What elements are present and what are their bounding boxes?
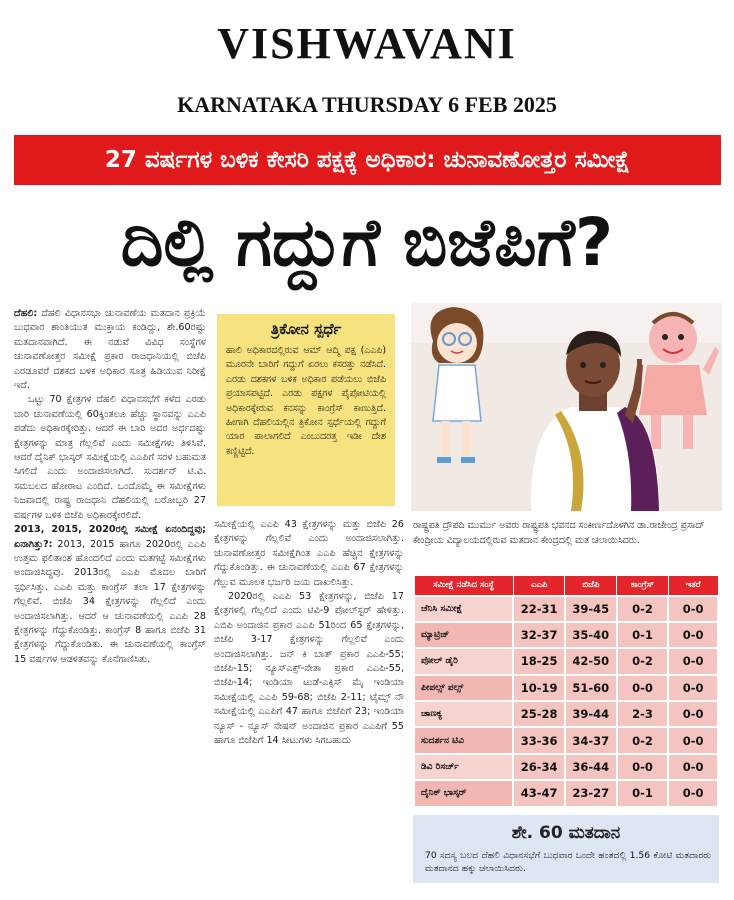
column-header: ಬಿಜೆಪಿ: [565, 576, 617, 596]
seat-range-cell: 22-31: [513, 596, 565, 622]
box-title: ಶೇ. 60 ಮತದಾನ: [511, 823, 621, 843]
table-row: [414, 727, 718, 753]
main-headline: ದಿಲ್ಲಿ ಗದ್ದುಗೆ ಬಿಜೆಪಿಗೆ?: [120, 204, 614, 281]
seat-range-cell: 0-0: [617, 754, 669, 780]
poll-agency-cell: ಚಾಣಕ್ಯ: [414, 701, 513, 727]
seat-range-cell: 42-50: [565, 648, 617, 674]
seat-range-cell: 0-1: [617, 622, 669, 648]
left-column-article: [14, 307, 206, 882]
seat-range-cell: 0-0: [668, 648, 718, 674]
poll-agency-cell: ಸುದರ್ಶನ ಟಿವಿ: [414, 727, 513, 753]
seat-range-cell: 10-19: [513, 675, 565, 701]
box-body: 70 ಸದಸ್ಯ ಬಲದ ದೆಹಲಿ ವಿಧಾನಸಭೆಗೆ ಬುಧವಾರ ಒಂದೇ ಹಂತದಲ್ಲಿ 1.56 ಕೋಟಿ ಮತದಾರರು ಮತದಾನದ ಹಕ್ಕು ಚಲಾಯಿಸಿದರು.: [425, 850, 711, 874]
seat-range-cell: 23-27: [565, 780, 617, 806]
seat-range-cell: 36-44: [565, 754, 617, 780]
masthead: VISHWAVANI: [217, 19, 517, 68]
seat-range-cell: 0-1: [617, 780, 669, 806]
triangle-contest-box: [217, 314, 395, 506]
seat-range-cell: 39-45: [565, 596, 617, 622]
paragraph-text: 2013, 2015 ಹಾಗೂ 2020ರಲ್ಲಿ ಎಎಪಿ ಉತ್ತಮ ಫಲಿತಾಂಶ ಹೊಂದಲಿದೆ ಎಂದು ಮತಗಟ್ಟೆ ಸಮೀಕ್ಷೆಗಳು ಅಂದಾಜಿಸಿದ್ದವು. 2013ರಲ್ಲಿ ಎಎಪಿ ಮೊದಲ ಬಾರಿಗೆ ಸ್ಪರ್ಧಿಸಿತ್ತು. ಎಎಪಿ ಮತ್ತು ಕಾಂಗ್ರೆಸ್ ತಲಾ 17 ಕ್ಷೇತ್ರಗಳನ್ನು ಗೆಲ್ಲಲಿವೆ. ಬಿಜೆಪಿ 34 ಕ್ಷೇತ್ರಗಳನ್ನು ಗೆಲ್ಲಲಿದೆ ಎಂದು ಅಂದಾಜಿಸಲಾಗಿತ್ತು. ಆದರೆ ಆ ಚುನಾವಣೆಯಲ್ಲಿ ಎಎಪಿ 28 ಕ್ಷೇತ್ರಗಳನ್ನು ಗೆದ್ದುಕೊಂಡಿತ್ತು. ಕಾಂಗ್ರೆಸ್ 8 ಹಾಗೂ ಬಿಜೆಪಿ 31 ಕ್ಷೇತ್ರಗಳನ್ನು ಗೆದ್ದುಕೊಂಡಿತು. ಈ ಚುನಾವಣೆಯಲ್ಲಿ ಕಾಂಗ್ರೆಸ್ 15 ವರ್ಷಗಳ ಆಡಳಿತವನ್ನು ಕೊನೆಗಾಣಿಸಿತು.: [14, 538, 206, 665]
box-title: ತ್ರಿಕೋನ ಸ್ಪರ್ಧೆ: [270, 320, 342, 338]
seat-range-cell: 33-36: [513, 727, 565, 753]
table-row: [414, 648, 718, 674]
subhead-lead: 2013, 2015, 2020ರಲ್ಲಿ ಸಮೀಕ್ಷೆ ಏನಂದಿದ್ದವು; ಏನಾಗಿತ್ತು?:: [14, 524, 206, 550]
seat-range-cell: 0-2: [617, 648, 669, 674]
seat-range-cell: 0-0: [668, 727, 718, 753]
table-header-row: [414, 576, 718, 596]
table-row: [414, 675, 718, 701]
seat-range-cell: 32-37: [513, 622, 565, 648]
seat-range-cell: 35-40: [565, 622, 617, 648]
seat-range-cell: 26-34: [513, 754, 565, 780]
table-row: [414, 754, 718, 780]
column-header: ಎಎಪಿ: [513, 576, 565, 596]
table-row: [414, 596, 718, 622]
article-paragraph: ಸಮೀಕ್ಷೆಯಲ್ಲಿ ಎಎಪಿ 43 ಕ್ಷೇತ್ರಗಳನ್ನು ಮತ್ತು ಬಿಜೆಪಿ 26 ಕ್ಷೇತ್ರಗಳನ್ನು ಗೆಲ್ಲಲಿವೆ ಎಂದು ಅಂದಾಜಿಸಲಾಗಿತ್ತು. ಚುನಾವಣೋತ್ತರ ಸಮೀಕ್ಷೆಗಿಂತ ಎಎಪಿ ಹೆಚ್ಚಿನ ಕ್ಷೇತ್ರಗಳನ್ನು ಗೆದ್ದುಕೊಂಡಿತ್ತು. ಈ ಚುನಾವಣೆಯಲ್ಲಿ ಎಎಪಿ 67 ಕ್ಷೇತ್ರಗಳನ್ನು ಗೆಲ್ಲುವ ಮೂಲಕ ಭರ್ಜರಿ ಜಯ ದಾಖಲಿಸಿತ್ತು.: [214, 519, 404, 588]
table-row: [414, 701, 718, 727]
middle-column-article: [214, 518, 404, 882]
poll-agency-cell: ದೈನಿಕ್ ಭಾಸ್ಕರ್: [414, 780, 513, 806]
poll-agency-cell: ಡಿವಿ ರಿಸರ್ಚ್: [414, 754, 513, 780]
column-header: ಸಮೀಕ್ಷೆ ನಡೆಸಿದ ಸಂಸ್ಥೆ: [414, 576, 513, 596]
news-photo: [411, 303, 722, 511]
seat-range-cell: 34-37: [565, 727, 617, 753]
seat-range-cell: 0-0: [668, 596, 718, 622]
photo-caption: ರಾಷ್ಟ್ರಪತಿ ದ್ರೌಪದಿ ಮುರ್ಮು ಅವರು ರಾಷ್ಟ್ರಪತಿ ಭವನದ ಸಂಕೀರ್ಣದೊಳಗಿನ ಡಾ.ರಾಜೇಂದ್ರ ಪ್ರಸಾದ್ ಕೇಂದ್ರೀಯ ವಿದ್ಯಾಲಯದಲ್ಲಿರುವ ಮತದಾನ ಕೇಂದ್ರದಲ್ಲಿ ಮತ ಚಲಾಯಿಸಿದರು.: [413, 520, 705, 546]
seat-range-cell: 0-0: [668, 622, 718, 648]
seat-range-cell: 0-0: [668, 754, 718, 780]
article-paragraph: [14, 307, 206, 393]
poll-agency-cell: ಚೆನಿಸಿ ಸಮೀಕ್ಷೆ: [414, 596, 513, 622]
poll-agency-cell: ಪೋಲ್ ಡೈರಿ: [414, 648, 513, 674]
red-strap-headline: 27 ವರ್ಷಗಳ ಬಳಿಕ ಕೇಸರಿ ಪಕ್ಷಕ್ಕೆ ಅಧಿಕಾರ: ಚುನಾವಣೋತ್ತರ ಸಮೀಕ್ಷೆ: [14, 135, 721, 185]
dateline-lead: ದೆಹಲಿ:: [14, 308, 38, 319]
article-paragraph: ಒಟ್ಟು 70 ಕ್ಷೇತ್ರಗಳ ದೆಹಲಿ ವಿಧಾನಸಭೆಗೆ ಕಳೆದ ಎರಡು ಬಾರಿ ಚುನಾವಣೆಯಲ್ಲಿ 60ಕ್ಕಿಂತಲೂ ಹೆಚ್ಚು ಸ್ಥಾನವನ್ನು ಎಎಪಿ ಪಡೆದು ಅಧಿಕಾರಕ್ಕೇರಿತ್ತು. ಆದರೆ ಈ ಬಾರಿ ಅದರ ಅರ್ಧದಷ್ಟು ಕ್ಷೇತ್ರಗಳನ್ನು ಮಾತ್ರ ಗೆಲ್ಲಲಿವೆ ಎಂದು ಸಮೀಕ್ಷೆಗಳು ತಿಳಿಸಿವೆ. ಆದರೆ ದೈನಿಕ್ ಭಾಸ್ಕರ್ ಸಮೀಕ್ಷೆಯಲ್ಲಿ ಎಎಪಿಗೆ ಸರಳ ಬಹುಮತ ಸಿಗಲಿದೆ ಎಂದು ಅಂದಾಜಿಸಲಾಗಿದೆ. ಸುದರ್ಶನ್ ಟಿ.ವಿ. ಸಮಬಲದ ಹೋರಾಟ ಎಂದಿದೆ. ಒಂದೊಮ್ಮೆ ಈ ಸಮೀಕ್ಷೆಗಳು ನಿಜವಾದಲ್ಲಿ ರಾಷ್ಟ್ರ ರಾಜಧಾನಿ ದೆಹಲಿಯಲ್ಲಿ ಬರೋಬ್ಬರಿ 27 ವರ್ಷಗಳ ಬಳಿಕ ಬಿಜೆಪಿ ಅಧಿಕಾರಕ್ಕೇರಲಿದೆ.: [14, 394, 206, 521]
seat-range-cell: 43-47: [513, 780, 565, 806]
seat-range-cell: 0-2: [617, 596, 669, 622]
seat-range-cell: 0-0: [668, 675, 718, 701]
paragraph-text: ದೆಹಲಿ ವಿಧಾನಸಭಾ ಚುನಾವಣೆಯ ಮತದಾನ ಪ್ರಕ್ರಿಯೆ ಬುಧವಾರ ಶಾಂತಿಯುತ ಮುಕ್ತಾಯ ಕಂಡಿದ್ದು, ಶೇ.60ರಷ್ಟು ಮತದಾನವಾಗಿದೆ. ಈ ನಡುವೆ ವಿವಿಧ ಸಂಸ್ಥೆಗಳ ಚುನಾವಣೋತ್ತರ ಸಮೀಕ್ಷೆ ಪ್ರಕಾರ ರಾಜಧಾನಿಯಲ್ಲಿ ಬಿಜೆಪಿ ಎರಡೂವರೆ ದಶಕದ ಬಳಿಕ ಅಧಿಕಾರ ಸೂತ್ರ ಹಿಡಿಯುವ ನಿರೀಕ್ಷೆ ಇದೆ.: [14, 308, 206, 392]
table-row: [414, 622, 718, 648]
box-body: ಹಾಲಿ ಅಧಿಕಾರದಲ್ಲಿರುವ ಆಮ್ ಆದ್ಮಿ ಪಕ್ಷ (ಎಎಪಿ) ಮೂರನೇ ಬಾರಿಗೆ ಗದ್ದುಗೆ ಏರಲು ಕಸರತ್ತು ನಡೆಸಿದೆ. ಎರಡು ದಶಕಗಳ ಬಳಿಕ ಅಧಿಕಾರ ಪಡೆಯಲು ಬಿಜೆಪಿ ಪ್ರಯಾಸಪಟ್ಟಿದೆ. ಎರಡು ಪಕ್ಷಗಳ ಪೈಪೋಟಿಯಲ್ಲಿ ಅಧಿಕಾರಕ್ಕೇರುವ ಕನಸನ್ನು ಕಾಂಗ್ರೆಸ್ ಕಾಣುತ್ತಿದೆ. ಹೀಗಾಗಿ ದೆಹಲಿಯಲ್ಲಿನ ತ್ರಿಕೋನ ಸ್ಪರ್ಧೆಯಲ್ಲಿ ಗದ್ದುಗೆ ಯಾರ ಪಾಲಾಗಲಿದೆ ಎಂಬುದರತ್ತ ಇಡೀ ದೇಶ ಕಣ್ಣಿಟ್ಟಿದೆ.: [226, 345, 386, 457]
dateline: KARNATAKA THURSDAY 6 FEB 2025: [177, 92, 557, 117]
seat-range-cell: 39-44: [565, 701, 617, 727]
seat-range-cell: 0-0: [617, 675, 669, 701]
article-paragraph: [14, 523, 206, 667]
voter-turnout-box: [413, 815, 719, 883]
article-paragraph: 2020ರಲ್ಲಿ ಎಎಪಿ 53 ಕ್ಷೇತ್ರಗಳನ್ನು, ಬಿಜೆಪಿ 17 ಕ್ಷೇತ್ರಗಳಲ್ಲಿ ಗೆಲ್ಲಲಿದೆ ಎಂದು ಟಿವಿ-9 ಪೋಲ್‌ಸ್ಟರ್ ಹೇಳಿತ್ತು. ಎಬಿಪಿ ಅಂದಾಜಿನ ಪ್ರಕಾರ ಎಎಪಿ 51ರಿಂದ 65 ಕ್ಷೇತ್ರಗಳನ್ನು, ಬಿಜೆಪಿ 3-17 ಕ್ಷೇತ್ರಗಳನ್ನು ಗೆಲ್ಲಲಿವೆ ಎಂದು ಅಂದಾಜಿಸಲಾಗಿತ್ತು. ಜನ್ ಕಿ ಬಾತ್ ಪ್ರಕಾರ ಎಎಪಿ-55; ಬಿಜೆಪಿ-15; ನ್ಯೂಸ್‌ಎಕ್ಸ್-ನೇತಾ ಪ್ರಕಾರ ಎಎಪಿ-55, ಬಿಜೆಪಿ-14; ಇಂಡಿಯಾ ಟುಡೆ-ಎಕ್ಸಿಸ್ ಮೈ ಇಂಡಿಯಾ ಸಮೀಕ್ಷೆಯಲ್ಲಿ ಎಎಪಿ 59-68; ಬಿಜೆಪಿ 2-11; ಟೈಮ್ಸ್ ನೌ ಸಮೀಕ್ಷೆಯಲ್ಲಿ ಎಎಪಿಗೆ 47 ಹಾಗೂ ಬಿಜೆಪಿಗೆ 23; ಇಂಡಿಯಾ ನ್ಯೂಸ್ - ನ್ಯೂಸ್ ನೇಷನ್ ಅಂದಾಜಿನ ಪ್ರಕಾರ ಎಎಪಿಗೆ 55 ಹಾಗೂ ಬಿಜೆಪಿಗೆ 14 ಸೀಟುಗಳು ಸಿಗಬಹುದು: [214, 591, 404, 747]
column-header: ಇತರೆ: [668, 576, 718, 596]
column-header: ಕಾಂಗ್ರೆಸ್: [617, 576, 669, 596]
seat-range-cell: 51-60: [565, 675, 617, 701]
seat-range-cell: 2-3: [617, 701, 669, 727]
poll-agency-cell: ಮ್ಯಾಟ್ರಿಜ್: [414, 622, 513, 648]
poll-agency-cell: ಪೀಪಲ್ಸ್ ಪಲ್ಸ್: [414, 675, 513, 701]
seat-range-cell: 0-0: [668, 701, 718, 727]
table-row: [414, 780, 718, 806]
exit-poll-table: [413, 575, 719, 808]
seat-range-cell: 18-25: [513, 648, 565, 674]
seat-range-cell: 25-28: [513, 701, 565, 727]
seat-range-cell: 0-2: [617, 727, 669, 753]
voter-portrait-icon: [411, 303, 722, 511]
seat-range-cell: 0-0: [668, 780, 718, 806]
